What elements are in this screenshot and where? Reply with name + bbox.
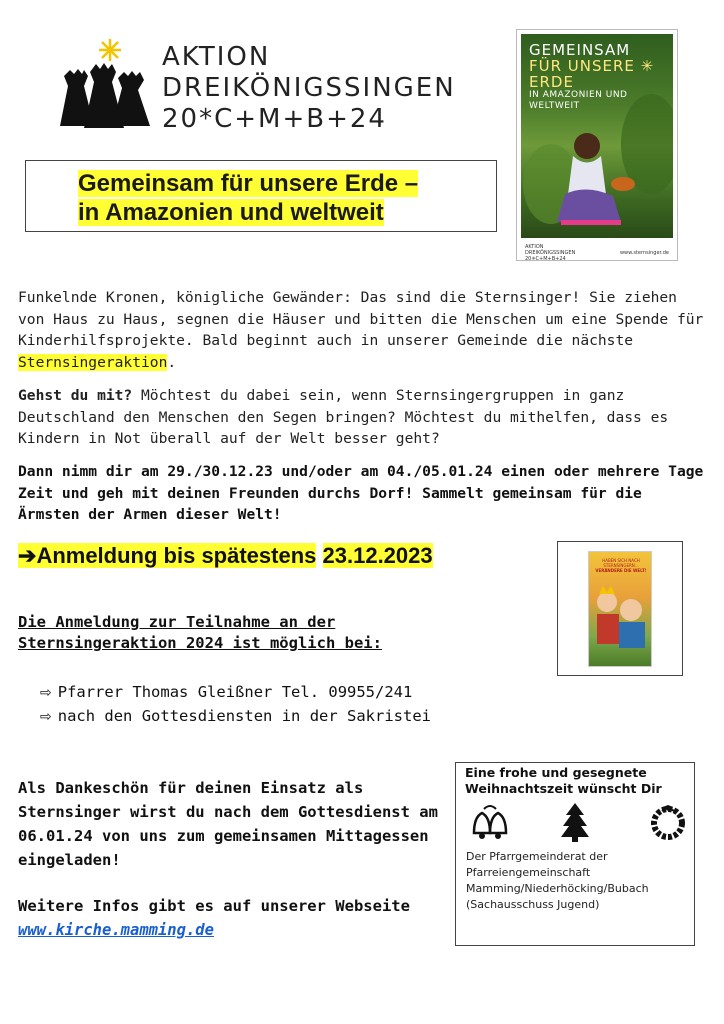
kids-poster-line-1: HABEN SICH NACH STERNSINGERN... bbox=[602, 558, 640, 568]
poster-title-line-2: FÜR UNSERE ✳ ERDE bbox=[529, 57, 655, 91]
logo-line-1: AKTION bbox=[162, 42, 271, 72]
subtitle-line-2: in Amazonien und weltweit bbox=[78, 199, 384, 226]
greeting-title-line-1: Eine frohe und gesegnete bbox=[465, 765, 647, 780]
greeting-title bbox=[465, 765, 662, 797]
poster-photo bbox=[521, 34, 673, 238]
greeting-box bbox=[455, 762, 695, 946]
kids-poster-line-2: VERÄNDERE DIE WELT! bbox=[595, 568, 647, 573]
info-text: Weitere Infos gibt es auf unserer Webseite bbox=[18, 897, 410, 915]
campaign-poster bbox=[516, 29, 678, 261]
poster-footer-logo: AKTION DREIKÖNIGSSINGEN 20✳C+M+B+24 bbox=[525, 244, 576, 261]
children-illustration bbox=[589, 580, 651, 650]
arrow-right-icon: ⇨ bbox=[40, 685, 52, 701]
dates-paragraph: Dann nimm dir am 29./30.12.23 und/oder am 04./05.01.24 einen oder mehrere Tage Zeit und geh mit deinen Freunden durchs Dorf! Sammelt gemeinsam für die Ärmsten der Armen dieser Welt! bbox=[18, 463, 704, 523]
intro-paragraph bbox=[18, 287, 708, 373]
logo-line-2: DREIKÖNIGSSINGEN bbox=[162, 73, 456, 103]
contact-item bbox=[40, 705, 431, 728]
aktion-logo bbox=[50, 36, 490, 136]
poster-footer-url: www.sternsinger.de bbox=[619, 250, 669, 256]
poster-footer bbox=[521, 240, 673, 261]
signature-line-4: (Sachausschuss Jugend) bbox=[466, 898, 600, 911]
question-lead: Gehst du mit? bbox=[18, 387, 133, 404]
contact-text: nach den Gottesdiensten in der Sakristei bbox=[57, 707, 432, 725]
contact-text: Pfarrer Thomas Gleißner Tel. 09955/241 bbox=[57, 683, 413, 701]
registration-date: 23.12.2023 bbox=[322, 543, 433, 568]
registration-intro bbox=[18, 612, 382, 654]
intro-text: Funkelnde Kronen, königliche Gewänder: Das sind die Sternsinger! Sie ziehen von Haus zu Haus, segnen die Häuser und bitten die Menschen um eine Spende für Kinderhilfsprojekte. Bald beginnt auch in unserer Gemeinde die nächste bbox=[18, 289, 704, 349]
thanks-paragraph: Als Dankeschön für deinen Einsatz als Sternsinger wirst du nach dem Gottesdienst am 06.01.24 von uns zum gemeinsamen Mittagessen eingeladen! bbox=[18, 779, 438, 869]
poster-title-line-1: GEMEINSAM bbox=[529, 41, 631, 59]
subtitle bbox=[78, 169, 418, 227]
question-text: Möchtest du dabei sein, wenn Sternsingergruppen in ganz Deutschland den Menschen den Segen bringen? Möchtest du mithelfen, dass es Kindern in Not überall auf der Welt besser geht? bbox=[18, 387, 669, 447]
wreath-icon bbox=[650, 801, 686, 841]
intro-highlight: Sternsingeraktion bbox=[18, 353, 168, 371]
logo-wordmark bbox=[162, 42, 456, 135]
subtitle-line-1: Gemeinsam für unsere Erde – bbox=[78, 170, 419, 197]
subtitle-box bbox=[25, 160, 497, 232]
christmas-icons bbox=[466, 801, 686, 845]
kids-poster-image bbox=[588, 551, 652, 667]
bells-icon bbox=[468, 803, 512, 841]
intro-end: . bbox=[167, 353, 177, 371]
christmas-tree-icon bbox=[560, 801, 590, 843]
greeting-title-line-2: Weihnachtszeit wünscht Dir bbox=[465, 781, 662, 796]
logo-line-3: 20*C+M+B+24 bbox=[162, 104, 387, 134]
info-paragraph bbox=[18, 894, 448, 942]
registration-arrow: ➔ bbox=[18, 543, 37, 568]
registration-headline bbox=[18, 543, 433, 569]
greeting-signature bbox=[466, 849, 649, 913]
registration-intro-line-1: Die Anmeldung zur Teilnahme an der bbox=[18, 613, 336, 631]
three-kings-icon bbox=[50, 36, 160, 132]
contact-item bbox=[40, 681, 412, 704]
signature-line-2: Pfarreiengemeinschaft bbox=[466, 866, 591, 879]
website-link[interactable]: www.kirche.mamming.de bbox=[18, 921, 214, 939]
registration-intro-line-2: Sternsingeraktion 2024 ist möglich bei: bbox=[18, 634, 382, 652]
poster-title bbox=[529, 42, 675, 112]
question-paragraph bbox=[18, 385, 708, 450]
arrow-right-icon: ⇨ bbox=[40, 709, 52, 725]
registration-label: Anmeldung bis spätestens bbox=[36, 543, 317, 568]
signature-line-1: Der Pfarrgemeinderat der bbox=[466, 850, 608, 863]
kids-poster-title bbox=[593, 558, 649, 573]
poster-title-line-3: IN AMAZONIEN UND WELTWEIT bbox=[529, 90, 628, 111]
kids-poster bbox=[557, 541, 683, 676]
signature-line-3: Mamming/Niederhöcking/Bubach bbox=[466, 882, 649, 895]
